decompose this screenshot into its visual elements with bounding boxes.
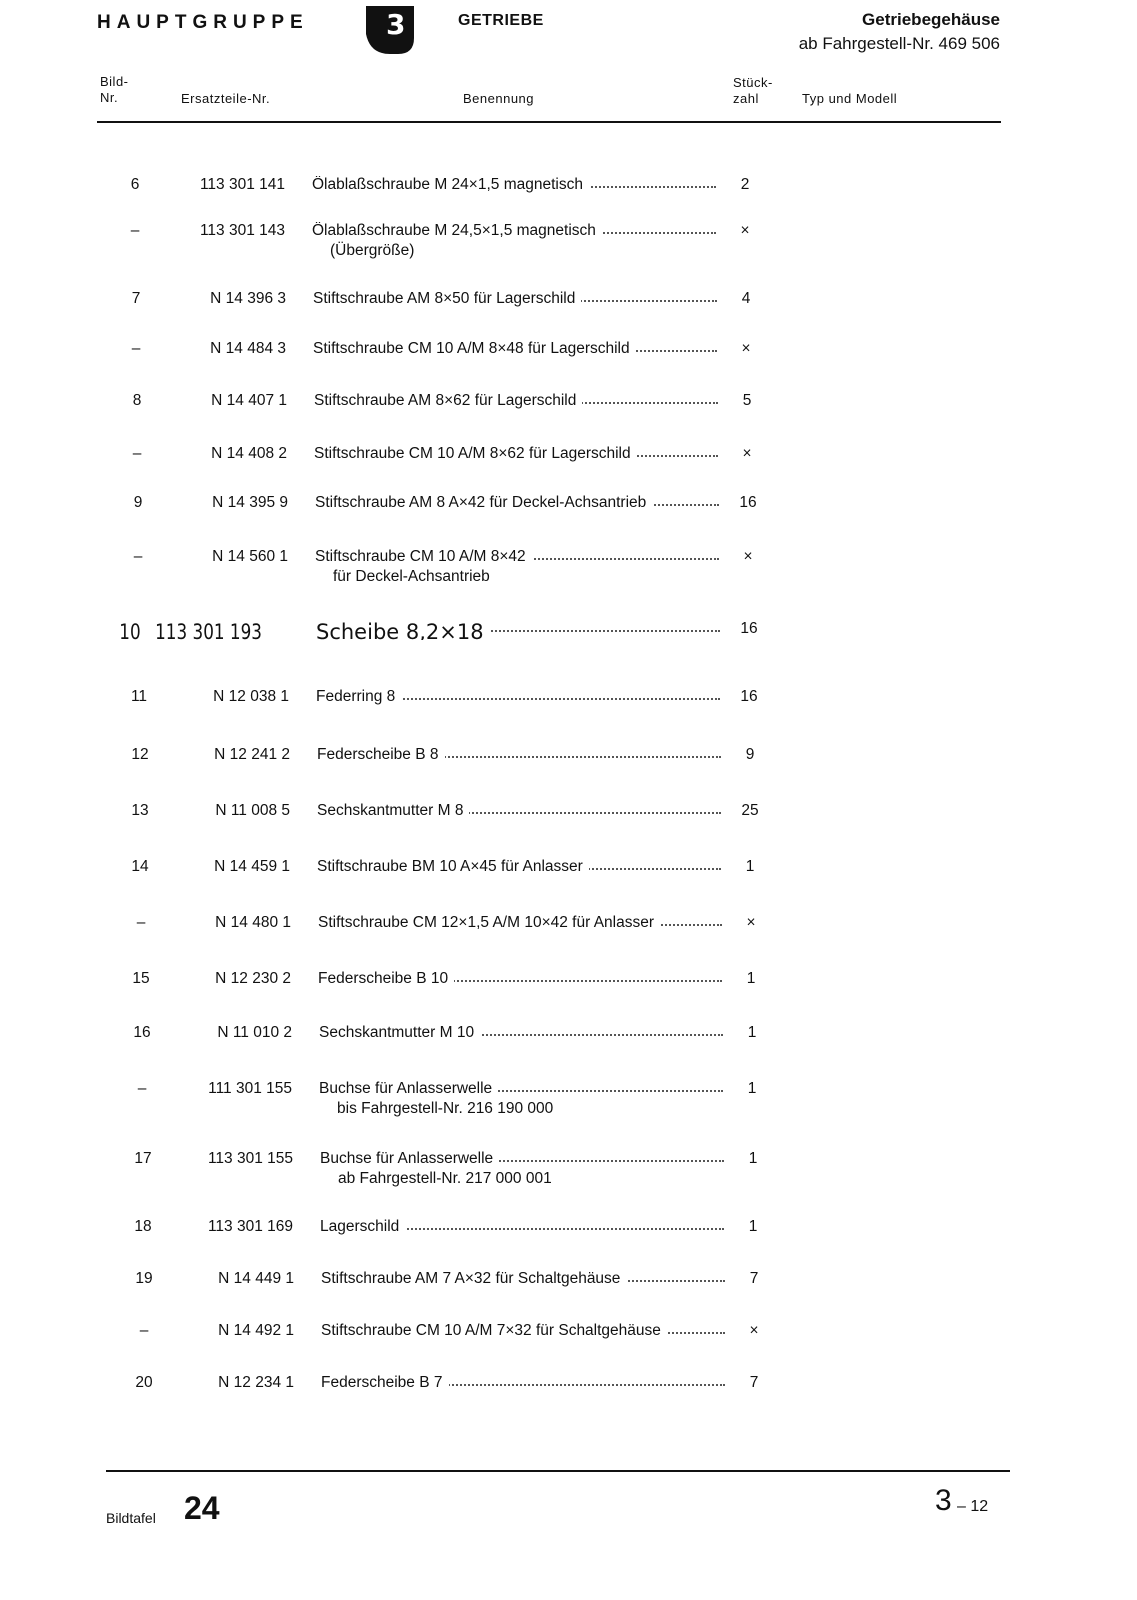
row-description-text: Buchse für Anlasserwelle	[320, 1150, 499, 1167]
row-description	[316, 620, 726, 640]
row-description	[314, 445, 724, 465]
row-quantity: 16	[740, 620, 758, 637]
row-description	[312, 222, 722, 260]
row-bild: 8	[132, 392, 142, 409]
row-bild: –	[133, 548, 143, 565]
row-part-number: N 14 480 1	[215, 914, 291, 931]
row-bild: 18	[134, 1218, 152, 1235]
row-quantity: 16	[740, 688, 758, 705]
row-quantity: 16	[739, 494, 757, 511]
row-quantity: 2	[740, 176, 750, 193]
row-description	[320, 1150, 730, 1188]
row-description	[315, 494, 725, 514]
row-part-number: 113 301 143	[199, 222, 285, 239]
group-number: 3	[386, 8, 406, 41]
page-number-main: 3	[935, 1484, 952, 1517]
row-description-text: Federscheibe B 7	[321, 1374, 449, 1391]
row-quantity: ×	[746, 914, 756, 931]
row-description-text: Stiftschraube CM 10 A/M 8×48 für Lagerschild	[313, 340, 636, 357]
row-description-continuation: (Übergröße)	[330, 242, 415, 259]
row-quantity: 25	[741, 802, 759, 819]
row-description-text: Stiftschraube AM 8×62 für Lagerschild	[314, 392, 582, 409]
row-bild: 15	[132, 970, 150, 987]
row-part-number: N 12 234 1	[218, 1374, 294, 1391]
row-description-continuation: ab Fahrgestell-Nr. 217 000 001	[338, 1170, 552, 1187]
row-quantity: 1	[747, 1080, 757, 1097]
row-part-number: N 14 449 1	[218, 1270, 294, 1287]
row-part-number: N 14 396 3	[210, 290, 286, 307]
row-bild: 6	[130, 176, 140, 193]
row-description-text: Ölablaßschraube M 24,5×1,5 magnetisch	[312, 222, 602, 239]
row-quantity: 5	[742, 392, 752, 409]
group-heading: HAUPTGRUPPE	[97, 12, 309, 33]
row-bild: 16	[133, 1024, 151, 1041]
row-bild: 7	[131, 290, 141, 307]
row-quantity: ×	[741, 340, 751, 357]
row-description	[318, 970, 728, 990]
row-description-text: Stiftschraube CM 10 A/M 8×42	[315, 548, 532, 565]
col-header-bild-line2: Nr.	[100, 90, 119, 105]
row-quantity: ×	[743, 548, 753, 565]
row-description-text: Federscheibe B 8	[317, 746, 445, 763]
row-description	[317, 858, 727, 878]
row-part-number: N 12 241 2	[214, 746, 290, 763]
row-description-text: Scheibe 8,2×18	[316, 620, 490, 640]
row-bild: 17	[134, 1150, 152, 1167]
row-bild: –	[137, 1080, 147, 1097]
row-description-text: Buchse für Anlasserwelle	[319, 1080, 498, 1097]
col-header-part: Ersatzteile-Nr.	[181, 91, 271, 106]
row-description-text: Sechskantmutter M 8	[317, 802, 469, 819]
row-description-text: Lagerschild	[320, 1218, 405, 1235]
row-part-number: N 14 560 1	[212, 548, 288, 565]
row-description-text: Stiftschraube CM 10 A/M 8×62 für Lagerschild	[314, 445, 637, 462]
row-part-number: N 11 010 2	[217, 1024, 292, 1041]
group-number-badge	[362, 4, 418, 56]
row-quantity: 1	[747, 1024, 757, 1041]
row-part-number: 113 301 141	[199, 176, 285, 193]
row-part-number: 113 301 155	[207, 1150, 293, 1167]
row-description-text: Stiftschraube CM 10 A/M 7×32 für Schaltgehäuse	[321, 1322, 667, 1339]
row-quantity: 9	[745, 746, 755, 763]
row-quantity: 1	[748, 1150, 758, 1167]
row-description	[318, 914, 728, 934]
row-bild: 9	[133, 494, 143, 511]
row-bild: –	[130, 222, 140, 239]
col-header-bild-line1: Bild-	[100, 74, 129, 89]
row-description-text: Stiftschraube AM 8×50 für Lagerschild	[313, 290, 581, 307]
row-quantity: 1	[746, 970, 756, 987]
row-part-number: 113 301 193	[155, 620, 262, 644]
footer-divider	[106, 1470, 1010, 1472]
row-bild: –	[131, 340, 141, 357]
row-bild: –	[139, 1322, 149, 1339]
row-part-number: N 14 459 1	[214, 858, 290, 875]
row-bild: 11	[130, 688, 148, 705]
row-description-text: Stiftschraube AM 7 A×32 für Schaltgehäuse	[321, 1270, 626, 1287]
row-description	[313, 290, 723, 310]
row-description	[315, 548, 725, 586]
col-header-type: Typ und Modell	[802, 91, 898, 106]
row-part-number: N 12 230 2	[215, 970, 291, 987]
row-part-number: N 14 407 1	[211, 392, 287, 409]
row-bild: 20	[135, 1374, 153, 1391]
page-subtitle: ab Fahrgestell-Nr. 469 506	[798, 34, 1000, 53]
col-header-qty-line1: Stück-	[733, 75, 773, 90]
row-description-text: Ölablaßschraube M 24×1,5 magnetisch	[312, 176, 589, 193]
row-part-number: N 11 008 5	[215, 802, 290, 819]
col-header-desc: Benennung	[463, 91, 535, 106]
row-part-number: N 14 492 1	[218, 1322, 294, 1339]
row-description-text: Stiftschraube CM 12×1,5 A/M 10×42 für Anlasser	[318, 914, 660, 931]
row-quantity: 7	[749, 1270, 759, 1287]
row-description	[316, 688, 726, 708]
row-part-number: N 14 395 9	[212, 494, 288, 511]
row-bild: 13	[131, 802, 149, 819]
row-description-text: Sechskantmutter M 10	[319, 1024, 480, 1041]
row-description	[314, 392, 724, 412]
row-description	[321, 1322, 731, 1342]
row-part-number: N 14 484 3	[210, 340, 286, 357]
row-description	[319, 1080, 729, 1118]
row-description	[319, 1024, 729, 1044]
row-part-number: N 14 408 2	[211, 445, 287, 462]
row-description	[320, 1218, 730, 1238]
row-description	[321, 1374, 731, 1394]
col-header-qty	[733, 75, 773, 107]
section-title: GETRIEBE	[458, 12, 544, 29]
row-part-number: 111 301 155	[208, 1080, 292, 1097]
row-description	[317, 802, 727, 822]
row-quantity: ×	[742, 445, 752, 462]
row-part-number: N 12 038 1	[213, 688, 289, 705]
row-description-text: Stiftschraube BM 10 A×45 für Anlasser	[317, 858, 589, 875]
row-bild: 19	[135, 1270, 153, 1287]
page-number-sub: – 12	[957, 1498, 989, 1515]
row-quantity: ×	[740, 222, 750, 239]
page-title: Getriebegehäuse	[862, 10, 1000, 29]
row-quantity: 7	[749, 1374, 759, 1391]
row-bild: –	[136, 914, 146, 931]
row-part-number: 113 301 169	[207, 1218, 293, 1235]
col-header-qty-line2: zahl	[733, 91, 759, 106]
row-description	[317, 746, 727, 766]
row-description-text: Federring 8	[316, 688, 401, 705]
row-description-continuation: bis Fahrgestell-Nr. 216 190 000	[337, 1100, 554, 1117]
row-description	[312, 176, 722, 196]
row-bild: –	[132, 445, 142, 462]
plate-number: 24	[184, 1490, 220, 1526]
row-bild: 12	[131, 746, 149, 763]
row-quantity: 1	[748, 1218, 758, 1235]
row-description-continuation: für Deckel-Achsantrieb	[333, 568, 490, 585]
row-description-text: Federscheibe B 10	[318, 970, 454, 987]
row-quantity: ×	[749, 1322, 759, 1339]
header-divider	[97, 121, 1001, 123]
row-quantity: 4	[741, 290, 751, 307]
row-quantity: 1	[745, 858, 755, 875]
row-description	[313, 340, 723, 360]
row-description-text: Stiftschraube AM 8 A×42 für Deckel-Achsantrieb	[315, 494, 652, 511]
col-header-bild	[100, 74, 129, 106]
plate-label: Bildtafel	[106, 1510, 156, 1526]
row-bild: 10	[119, 620, 141, 644]
row-description	[321, 1270, 731, 1290]
row-bild: 14	[131, 858, 149, 875]
